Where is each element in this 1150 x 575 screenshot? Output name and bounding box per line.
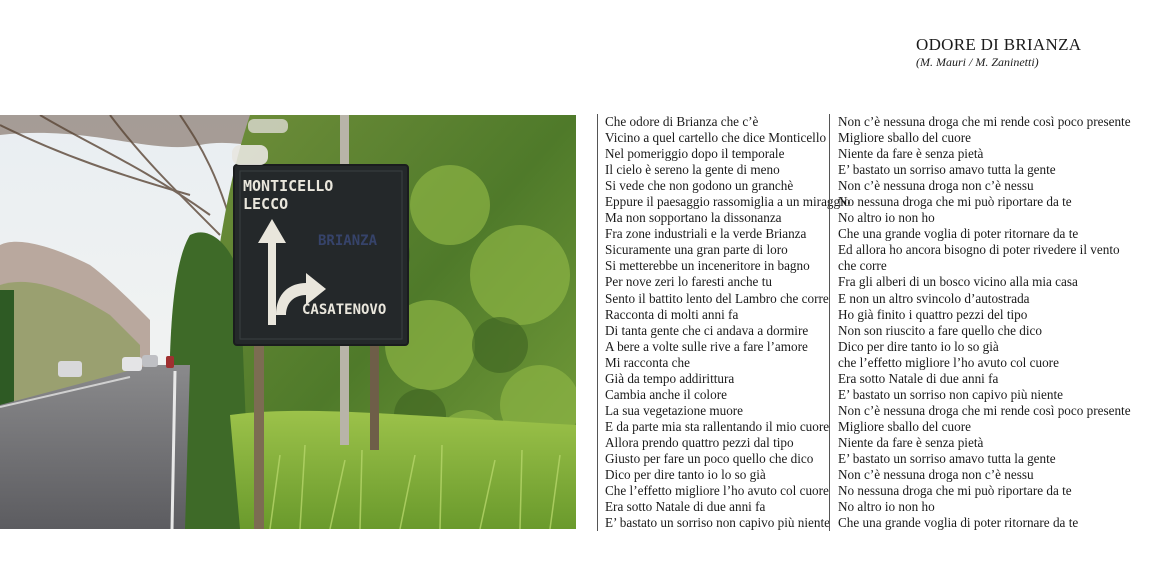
lyric-line: Non c’è nessuna droga non c’è nessu (838, 178, 1034, 194)
lyric-line: Che una grande voglia di poter ritornare da te (838, 226, 1079, 242)
lyric-line: Si vede che non godono un granchè (605, 178, 794, 194)
song-title: ODORE DI BRIANZA (916, 35, 1082, 54)
lyric-line: E non un altro svincolo d’autostrada (838, 290, 1030, 306)
lyric-line: Giusto per fare un poco quello che dico (605, 450, 814, 466)
lyric-line: Sicuramente una gran parte di loro (605, 242, 788, 258)
lyric-line: E’ bastato un sorriso non capivo più niente (605, 515, 830, 531)
lyric-line: Ho già finito i quattro pezzi del tipo (838, 306, 1028, 322)
lyric-line: Niente da fare è senza pietà (838, 434, 984, 450)
lyrics-column-1 (597, 114, 851, 531)
lyric-line: E’ bastato un sorriso non capivo più niente (838, 386, 1063, 402)
lyric-line: che l’effetto migliore l’ho avuto col cuore (838, 354, 1059, 370)
lyric-line: Niente da fare è senza pietà (838, 146, 984, 162)
lyric-line: Era sotto Natale di due anni fa (605, 499, 766, 515)
road-sign-photo (0, 115, 576, 529)
lyric-line: Non c’è nessuna droga che mi rende così poco presente (838, 114, 1131, 129)
lyric-line: Per nove zeri lo faresti anche tu (605, 274, 772, 290)
lyrics-column-2 (829, 114, 1129, 531)
lyric-line: Non son riuscito a fare quello che dico (838, 322, 1042, 338)
lyric-line: No altro io non ho (838, 499, 935, 515)
lyric-line: No nessuna droga che mi può riportare da te (838, 194, 1072, 210)
lyric-line: Il cielo è sereno la gente di meno (605, 162, 780, 178)
lyric-line: Già da tempo addirittura (605, 370, 735, 386)
lyric-line: Ma non sopportano la dissonanza (605, 210, 782, 226)
lyric-line: Vicino a quel cartello che dice Monticello (605, 130, 827, 146)
lyric-line: Che odore di Brianza che c’è (605, 114, 759, 129)
lyric-line: E da parte mia sta rallentando il mio cuore (605, 418, 830, 434)
lyric-line: Migliore sballo del cuore (838, 418, 971, 434)
lyric-line: Di tanta gente che ci andava a dormire (605, 322, 809, 338)
lyric-line: che corre (838, 258, 887, 274)
sign-top-line-1: MONTICELLO (243, 177, 334, 195)
lyric-line: No altro io non ho (838, 210, 935, 226)
lyric-line: Cambia anche il colore (605, 386, 727, 402)
lyric-line: Fra gli alberi di un bosco vicino alla mia casa (838, 274, 1078, 290)
lyric-line: Fra zone industriali e la verde Brianza (605, 226, 807, 242)
lyric-line: Dico per dire tanto io lo so già (605, 467, 766, 483)
lyric-line: Sento il battito lento del Lambro che corre (605, 290, 829, 306)
lyric-line: No nessuna droga che mi può riportare da te (838, 483, 1072, 499)
sign-faded-text: BRIANZA (318, 233, 378, 249)
sign-bottom-text: CASATENOVO (302, 302, 387, 318)
lyric-line: Dico per dire tanto io lo so già (838, 338, 999, 354)
song-credits: (M. Mauri / M. Zaninetti) (916, 55, 1039, 69)
lyric-line: Che l’effetto migliore l’ho avuto col cuore (605, 483, 829, 499)
sign-top-line-2: LECCO (243, 195, 289, 213)
lyric-line: E’ bastato un sorriso amavo tutta la gente (838, 162, 1056, 178)
lyric-line: Era sotto Natale di due anni fa (838, 370, 999, 386)
lyric-line: Ed allora ho ancora bisogno di poter rivedere il vento (838, 242, 1120, 258)
lyric-line: Racconta di molti anni fa (605, 306, 739, 322)
lyric-line: Che una grande voglia di poter ritornare da te (838, 515, 1079, 531)
lyric-line: Non c’è nessuna droga che mi rende così poco presente (838, 402, 1131, 418)
lyric-line: Nel pomeriggio dopo il temporale (605, 146, 785, 162)
lyric-line: La sua vegetazione muore (605, 402, 744, 418)
lyric-line: E’ bastato un sorriso amavo tutta la gente (838, 450, 1056, 466)
lyric-line: Si metterebbe un inceneritore in bagno (605, 258, 810, 274)
lyric-line: Non c’è nessuna droga non c’è nessu (838, 467, 1034, 483)
title-block (916, 36, 1116, 69)
lyric-line: Eppure il paesaggio rassomiglia a un miraggio (605, 194, 851, 210)
lyric-line: Allora prendo quattro pezzi dal tipo (605, 434, 794, 450)
lyric-line: A bere a volte sulle rive a fare l’amore (605, 338, 808, 354)
lyric-line: Mi racconta che (605, 354, 690, 370)
lyric-line: Migliore sballo del cuore (838, 130, 971, 146)
